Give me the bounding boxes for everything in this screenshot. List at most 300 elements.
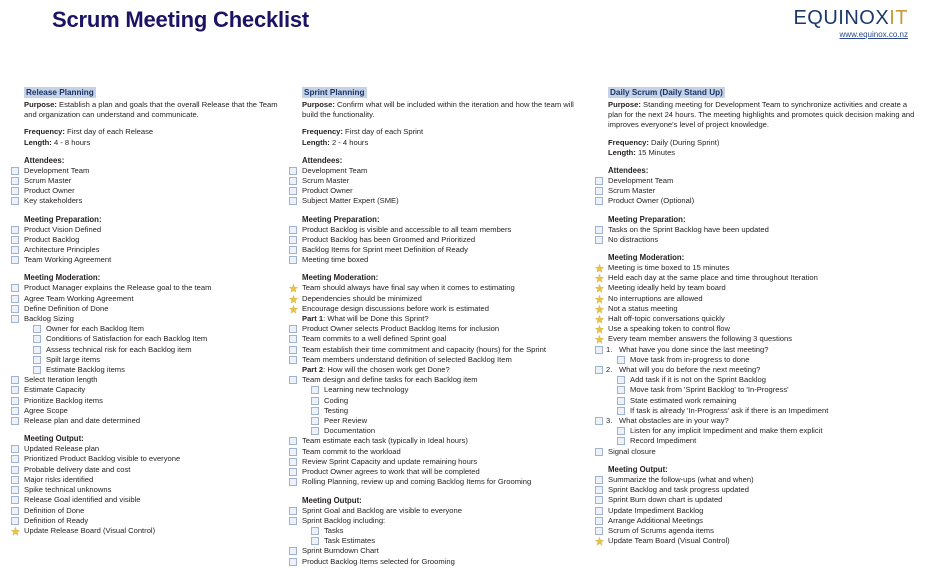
checkbox-icon[interactable] bbox=[289, 256, 297, 264]
checklist-item-label: Team commit to the workload bbox=[302, 446, 401, 456]
checklist-item-label: If task is already 'In-Progress' ask if there is an Impediment bbox=[630, 405, 829, 415]
checklist-item-label: Tasks on the Sprint Backlog have been updated bbox=[608, 224, 769, 234]
checklist-item[interactable] bbox=[588, 263, 922, 273]
checklist-item[interactable] bbox=[282, 324, 592, 334]
checkbox-icon[interactable] bbox=[617, 386, 625, 394]
checklist-item[interactable] bbox=[4, 176, 292, 186]
checklist-item-label: Release Goal identified and visible bbox=[24, 495, 141, 505]
checkbox-icon[interactable] bbox=[289, 236, 297, 244]
checkbox-icon[interactable] bbox=[595, 366, 603, 374]
checkbox-icon[interactable] bbox=[33, 366, 41, 374]
group-heading-preparation: Meeting Preparation: bbox=[302, 214, 380, 224]
group-heading-attendees: Attendees: bbox=[24, 155, 65, 165]
group-heading-moderation: Meeting Moderation: bbox=[608, 253, 685, 263]
checkbox-icon[interactable] bbox=[33, 356, 41, 364]
checklist-item-label: Product Manager explains the Release goal to the team bbox=[24, 283, 212, 293]
checklist-item-label: Definition of Done bbox=[24, 505, 85, 515]
star-icon bbox=[595, 295, 603, 303]
checklist-item-label: Major risks identified bbox=[24, 474, 94, 484]
checklist-item[interactable] bbox=[282, 283, 592, 293]
checklist-item[interactable] bbox=[588, 176, 922, 186]
checklist-item-label: Architecture Principles bbox=[24, 245, 100, 255]
checkbox-icon[interactable] bbox=[11, 305, 19, 313]
checklist-item-label: Development Team bbox=[24, 165, 90, 175]
checkbox-icon[interactable] bbox=[289, 468, 297, 476]
star-icon bbox=[11, 527, 19, 535]
checkbox-icon[interactable] bbox=[595, 527, 603, 535]
checkbox-icon[interactable] bbox=[595, 346, 603, 354]
checklist-item-label: Probable delivery date and cost bbox=[24, 464, 131, 474]
checklist-item-label: Part 1: What will be Done this Sprint? bbox=[302, 314, 429, 324]
checkbox-icon[interactable] bbox=[289, 177, 297, 185]
checklist-item[interactable] bbox=[4, 365, 292, 375]
checkbox-icon[interactable] bbox=[289, 346, 297, 354]
checklist-item[interactable] bbox=[282, 186, 592, 196]
checklist-item-label: Team members understand definition of selected Backlog Item bbox=[302, 354, 512, 364]
checkbox-icon[interactable] bbox=[311, 427, 319, 435]
checkbox-icon[interactable] bbox=[595, 236, 603, 244]
checklist-item[interactable] bbox=[282, 467, 592, 477]
checklist-item-label: Record Impediment bbox=[630, 436, 697, 446]
checklist-item-label: Backlog Sizing bbox=[24, 314, 74, 324]
checklist-item-label: No interruptions are allowed bbox=[608, 293, 703, 303]
checklist-item[interactable] bbox=[4, 255, 292, 265]
star-icon bbox=[595, 305, 603, 313]
checklist-item[interactable] bbox=[588, 375, 922, 385]
checklist-item-label: Team estimate each task (typically in Ideal hours) bbox=[302, 436, 468, 446]
checklist-item-label: Development Team bbox=[302, 165, 368, 175]
checklist-item-label: Product Backlog bbox=[24, 234, 80, 244]
list-number: 2. bbox=[606, 365, 613, 375]
purpose-paragraph: Purpose: Standing meeting for Development Team to synchronize activities and create a plan for the next 24 hours. The meeting highlights and promotes quick decision making and improves everyone's level of project knowledge. bbox=[608, 100, 915, 130]
checklist-item-label: Define Definition of Done bbox=[24, 303, 109, 313]
checkbox-icon[interactable] bbox=[289, 558, 297, 566]
frequency-line: Frequency: Daily (During Sprint) bbox=[608, 137, 720, 147]
checkbox-icon[interactable] bbox=[595, 448, 603, 456]
checkbox-icon[interactable] bbox=[311, 397, 319, 405]
checklist-item-label: Spike technical unknowns bbox=[24, 485, 112, 495]
checklist-item[interactable] bbox=[588, 426, 922, 436]
frequency-line: Frequency: First day of each Release bbox=[24, 127, 154, 137]
checkbox-icon[interactable] bbox=[289, 437, 297, 445]
checkbox-icon[interactable] bbox=[11, 246, 19, 254]
company-website-link[interactable]: www.equinox.co.nz bbox=[839, 30, 908, 39]
checkbox-icon[interactable] bbox=[595, 197, 603, 205]
star-icon bbox=[289, 284, 297, 292]
checkbox-icon[interactable] bbox=[11, 167, 19, 175]
checklist-item-label: Scrum Master bbox=[24, 176, 72, 186]
checklist-item[interactable] bbox=[4, 314, 292, 324]
checkbox-icon[interactable] bbox=[289, 547, 297, 555]
checklist-item[interactable] bbox=[282, 375, 592, 385]
checklist-item[interactable] bbox=[588, 447, 922, 457]
checklist-item[interactable] bbox=[588, 355, 922, 365]
checklist-item[interactable] bbox=[282, 334, 592, 344]
checklist-item[interactable] bbox=[282, 426, 592, 436]
checklist-item-label: Sprint Backlog including: bbox=[302, 515, 386, 525]
purpose-paragraph: Purpose: Establish a plan and goals that the overall Release that the Team and organization can understand and communicate. bbox=[24, 100, 278, 120]
checklist-item-label: Product Backlog Items selected for Grooming bbox=[302, 556, 455, 566]
checklist-item[interactable] bbox=[588, 365, 922, 375]
checklist-item[interactable] bbox=[588, 416, 922, 426]
checklist-item-label: Part 2: How will the chosen work get Done? bbox=[302, 365, 450, 375]
checkbox-icon[interactable] bbox=[595, 226, 603, 234]
checkbox-icon[interactable] bbox=[289, 376, 297, 384]
star-icon bbox=[595, 315, 603, 323]
checklist-item-label: Encourage design discussions before work is estimated bbox=[302, 303, 489, 313]
column-heading: Release Planning bbox=[26, 88, 94, 97]
checklist-item[interactable] bbox=[4, 324, 292, 334]
checkbox-icon[interactable] bbox=[11, 295, 19, 303]
checkbox-icon[interactable] bbox=[289, 187, 297, 195]
column-heading: Daily Scrum (Daily Stand Up) bbox=[610, 88, 723, 97]
page-title: Scrum Meeting Checklist bbox=[52, 7, 310, 32]
checklist-item-label: No distractions bbox=[608, 234, 659, 244]
checklist-item-label: Product Owner agrees to work that will be completed bbox=[302, 467, 480, 477]
checklist-item[interactable] bbox=[4, 375, 292, 385]
checkbox-icon[interactable] bbox=[33, 346, 41, 354]
length-line: Length: 15 Minutes bbox=[608, 147, 676, 157]
checklist-item-label: Testing bbox=[324, 405, 349, 415]
column-daily-scrum bbox=[588, 82, 922, 546]
checklist-item[interactable] bbox=[4, 454, 292, 464]
checkbox-icon[interactable] bbox=[11, 496, 19, 504]
checklist-item[interactable] bbox=[588, 186, 922, 196]
checklist-item[interactable] bbox=[4, 475, 292, 485]
checklist-item-label: Team commits to a well defined Sprint goal bbox=[302, 334, 447, 344]
checklist-item-label: Update Team Board (Visual Control) bbox=[608, 536, 730, 546]
checklist-item[interactable] bbox=[4, 406, 292, 416]
checkbox-icon[interactable] bbox=[11, 445, 19, 453]
checklist-item-label: Summarize the follow-ups (what and when) bbox=[608, 474, 754, 484]
checkbox-icon[interactable] bbox=[617, 376, 625, 384]
checkbox-icon[interactable] bbox=[33, 335, 41, 343]
checkbox-icon[interactable] bbox=[311, 407, 319, 415]
checkbox-icon[interactable] bbox=[289, 226, 297, 234]
checklist-item-label: Scrum of Scrums agenda items bbox=[608, 525, 714, 535]
checklist-item[interactable] bbox=[588, 536, 922, 546]
checklist-item[interactable] bbox=[588, 485, 922, 495]
checklist-item[interactable] bbox=[282, 506, 592, 516]
checklist-item[interactable] bbox=[588, 396, 922, 406]
logo-text-it: IT bbox=[889, 7, 908, 29]
checklist-item-label: Sprint Burn down chart is updated bbox=[608, 495, 723, 505]
checkbox-icon[interactable] bbox=[617, 437, 625, 445]
checkbox-icon[interactable] bbox=[11, 397, 19, 405]
checklist-item-label: Meeting is time boxed to 15 minutes bbox=[608, 263, 730, 273]
checkbox-icon[interactable] bbox=[11, 187, 19, 195]
checklist-item[interactable] bbox=[4, 235, 292, 245]
checklist-item[interactable] bbox=[4, 385, 292, 395]
checklist-item[interactable] bbox=[588, 283, 922, 293]
checklist-item-label: Product Owner (Optional) bbox=[608, 196, 695, 206]
checklist-item[interactable] bbox=[282, 166, 592, 176]
checklist-item[interactable] bbox=[282, 557, 592, 567]
checklist-item[interactable] bbox=[588, 385, 922, 395]
checklist-item-label: Product Owner selects Product Backlog Items for inclusion bbox=[302, 324, 500, 334]
checkbox-icon[interactable] bbox=[289, 507, 297, 515]
checkbox-icon[interactable] bbox=[289, 356, 297, 364]
checklist-item-label: Development Team bbox=[608, 176, 674, 186]
checklist-item-label: Not a status meeting bbox=[608, 303, 678, 313]
checklist-item[interactable] bbox=[282, 406, 592, 416]
checklist-item[interactable] bbox=[588, 475, 922, 485]
checklist-item[interactable] bbox=[282, 235, 592, 245]
column-heading: Sprint Planning bbox=[304, 88, 365, 97]
checklist-item-label: Key stakeholders bbox=[24, 196, 83, 206]
checklist-item[interactable] bbox=[4, 304, 292, 314]
checklist-item[interactable] bbox=[588, 235, 922, 245]
checkbox-icon[interactable] bbox=[289, 246, 297, 254]
checkbox-icon[interactable] bbox=[11, 376, 19, 384]
checklist-item-label: Every team member answers the following 3 questions bbox=[608, 334, 793, 344]
checklist-item[interactable] bbox=[282, 304, 592, 314]
checklist-item-label: Learning new technology bbox=[324, 385, 409, 395]
checklist-item[interactable] bbox=[4, 355, 292, 365]
checkbox-icon[interactable] bbox=[595, 187, 603, 195]
checklist-item[interactable] bbox=[282, 245, 592, 255]
checkbox-icon[interactable] bbox=[289, 517, 297, 525]
checklist-item[interactable] bbox=[4, 396, 292, 406]
checkbox-icon[interactable] bbox=[595, 417, 603, 425]
checkbox-icon[interactable] bbox=[11, 466, 19, 474]
checkbox-icon[interactable] bbox=[289, 167, 297, 175]
checklist-item-label: Team establish their time commitment and capacity (hours) for the Sprint bbox=[302, 344, 546, 354]
checklist-item-label: Owner for each Backlog Item bbox=[46, 324, 144, 334]
checklist-item[interactable] bbox=[4, 294, 292, 304]
checklist-item[interactable] bbox=[282, 536, 592, 546]
checklist-item-label: Updated Release plan bbox=[24, 444, 100, 454]
checklist-item-label: Halt off-topic conversations quickly bbox=[608, 314, 725, 324]
checklist-item[interactable] bbox=[282, 365, 592, 375]
checklist-item-label: Spilt large items bbox=[46, 354, 101, 364]
checklist-item-label: Signal closure bbox=[608, 446, 656, 456]
group-heading-preparation: Meeting Preparation: bbox=[24, 214, 102, 224]
star-icon bbox=[595, 537, 603, 545]
checklist-item[interactable] bbox=[4, 345, 292, 355]
checkbox-icon[interactable] bbox=[11, 476, 19, 484]
checklist-item[interactable] bbox=[4, 166, 292, 176]
checklist-item-label: Team design and define tasks for each Backlog item bbox=[302, 375, 478, 385]
checklist-item-label: What obstacles are in your way? bbox=[619, 416, 729, 426]
checklist-item[interactable] bbox=[282, 457, 592, 467]
checklist-item[interactable] bbox=[282, 396, 592, 406]
checklist-item[interactable] bbox=[588, 294, 922, 304]
star-icon bbox=[595, 264, 603, 272]
checkbox-icon[interactable] bbox=[617, 397, 625, 405]
checklist-item[interactable] bbox=[282, 447, 592, 457]
frequency-line: Frequency: First day of each Sprint bbox=[302, 127, 424, 137]
checkbox-icon[interactable] bbox=[289, 335, 297, 343]
checklist-item-label: Task Estimates bbox=[324, 536, 376, 546]
length-line: Length: 2 - 4 hours bbox=[302, 137, 369, 147]
checklist-item-label: Meeting ideally held by team board bbox=[608, 283, 726, 293]
checklist-item-label: Dependencies should be minimized bbox=[302, 293, 422, 303]
checklist-item[interactable] bbox=[282, 385, 592, 395]
checklist-item[interactable] bbox=[588, 196, 922, 206]
checkbox-icon[interactable] bbox=[11, 407, 19, 415]
checkbox-icon[interactable] bbox=[617, 427, 625, 435]
checklist-item[interactable] bbox=[4, 506, 292, 516]
checkbox-icon[interactable] bbox=[595, 517, 603, 525]
checklist-item[interactable] bbox=[4, 526, 292, 536]
checklist-item-label: Select Iteration length bbox=[24, 375, 98, 385]
checklist-item-label: Meeting time boxed bbox=[302, 255, 369, 265]
checkbox-icon[interactable] bbox=[11, 177, 19, 185]
checkbox-icon[interactable] bbox=[311, 417, 319, 425]
checklist-item[interactable] bbox=[588, 436, 922, 446]
checkbox-icon[interactable] bbox=[11, 315, 19, 323]
group-heading-moderation: Meeting Moderation: bbox=[302, 273, 379, 283]
checklist-item[interactable] bbox=[282, 196, 592, 206]
group-heading-output: Meeting Output: bbox=[24, 434, 84, 444]
checklist-item-label: Product Backlog is visible and accessible to all team members bbox=[302, 224, 512, 234]
checklist-item[interactable] bbox=[282, 345, 592, 355]
checkbox-icon[interactable] bbox=[11, 507, 19, 515]
checklist-item-label: Team should always have final say when it comes to estimating bbox=[302, 283, 515, 293]
checklist-item[interactable] bbox=[282, 526, 592, 536]
checkbox-icon[interactable] bbox=[11, 197, 19, 205]
checklist-item-label: Team Working Agreement bbox=[24, 255, 112, 265]
checkbox-icon[interactable] bbox=[595, 177, 603, 185]
checkbox-icon[interactable] bbox=[617, 407, 625, 415]
checklist-item-label: Documentation bbox=[324, 426, 376, 436]
checklist-item-label: Estimate Capacity bbox=[24, 385, 86, 395]
checkbox-icon[interactable] bbox=[33, 325, 41, 333]
checklist-item-label: Rolling Planning, review up and coming Backlog Items for Grooming bbox=[302, 477, 532, 487]
checkbox-icon[interactable] bbox=[595, 476, 603, 484]
checklist-item[interactable] bbox=[588, 516, 922, 526]
checkbox-icon[interactable] bbox=[11, 236, 19, 244]
checkbox-icon[interactable] bbox=[11, 486, 19, 494]
checklist-item[interactable] bbox=[282, 176, 592, 186]
checklist-item[interactable] bbox=[4, 444, 292, 454]
list-number: 1. bbox=[606, 344, 613, 354]
checklist-item[interactable] bbox=[4, 495, 292, 505]
column-release-planning bbox=[4, 82, 292, 536]
checklist-item[interactable] bbox=[588, 324, 922, 334]
checkbox-icon[interactable] bbox=[595, 507, 603, 515]
checklist-item-label: Peer Review bbox=[324, 416, 368, 426]
checklist-item[interactable] bbox=[282, 416, 592, 426]
checkbox-icon[interactable] bbox=[617, 356, 625, 364]
checklist-item-label: Held each day at the same place and time throughout Iteration bbox=[608, 273, 818, 283]
checklist-item[interactable] bbox=[588, 345, 922, 355]
checklist-item[interactable] bbox=[4, 225, 292, 235]
checklist-item[interactable] bbox=[4, 416, 292, 426]
checklist-item-label: Sprint Burndown Chart bbox=[302, 546, 379, 556]
checklist-item[interactable] bbox=[282, 436, 592, 446]
star-icon bbox=[289, 305, 297, 313]
checklist-item-label: Product Vision Defined bbox=[24, 224, 102, 234]
checklist-item[interactable] bbox=[4, 516, 292, 526]
checklist-item-label: Review Sprint Capacity and update remaining hours bbox=[302, 456, 478, 466]
checklist-item-label: Assess technical risk for each Backlog item bbox=[46, 344, 192, 354]
checklist-item-label: Update Release Board (Visual Control) bbox=[24, 525, 156, 535]
checklist-item[interactable] bbox=[282, 546, 592, 556]
checklist-item-label: Sprint Goal and Backlog are visible to everyone bbox=[302, 505, 462, 515]
checklist-columns bbox=[0, 82, 926, 574]
checkbox-icon[interactable] bbox=[289, 458, 297, 466]
checklist-item-label: Product Owner bbox=[24, 186, 75, 196]
checklist-item[interactable] bbox=[4, 186, 292, 196]
checklist-item[interactable] bbox=[282, 516, 592, 526]
checklist-item-label: State estimated work remaining bbox=[630, 395, 737, 405]
checklist-item[interactable] bbox=[4, 196, 292, 206]
checkbox-icon[interactable] bbox=[11, 256, 19, 264]
checkbox-icon[interactable] bbox=[289, 197, 297, 205]
checkbox-icon[interactable] bbox=[595, 486, 603, 494]
checklist-item-label: Update Impediment Backlog bbox=[608, 505, 704, 515]
checklist-item[interactable] bbox=[282, 225, 592, 235]
checkbox-icon[interactable] bbox=[11, 226, 19, 234]
checklist-item[interactable] bbox=[4, 283, 292, 293]
checkbox-icon[interactable] bbox=[595, 496, 603, 504]
checklist-item-label: What have you done since the last meeting? bbox=[619, 344, 769, 354]
checklist-item[interactable] bbox=[588, 273, 922, 283]
company-logo bbox=[793, 8, 908, 39]
checklist-item-label: Listen for any implicit Impediment and make them explicit bbox=[630, 426, 823, 436]
checklist-item[interactable] bbox=[4, 334, 292, 344]
checklist-item-label: Release plan and date determined bbox=[24, 416, 141, 426]
checklist-item[interactable] bbox=[588, 495, 922, 505]
checklist-item[interactable] bbox=[588, 506, 922, 516]
checklist-item[interactable] bbox=[588, 314, 922, 324]
checkbox-icon[interactable] bbox=[11, 455, 19, 463]
checkbox-icon[interactable] bbox=[311, 527, 319, 535]
checklist-item-label: Move task from 'Sprint Backlog' to 'In-Progress' bbox=[630, 385, 789, 395]
checkbox-icon[interactable] bbox=[11, 517, 19, 525]
checkbox-icon[interactable] bbox=[11, 284, 19, 292]
checklist-item[interactable] bbox=[588, 304, 922, 314]
checklist-item[interactable] bbox=[4, 245, 292, 255]
checklist-item[interactable] bbox=[588, 526, 922, 536]
checkbox-icon[interactable] bbox=[289, 478, 297, 486]
checklist-item[interactable] bbox=[282, 314, 592, 324]
checklist-item-label: Product Backlog has been Groomed and Prioritized bbox=[302, 234, 476, 244]
checklist-item[interactable] bbox=[282, 294, 592, 304]
checkbox-icon[interactable] bbox=[11, 386, 19, 394]
checklist-item[interactable] bbox=[282, 477, 592, 487]
checklist-item-label: Definition of Ready bbox=[24, 515, 89, 525]
checklist-item[interactable] bbox=[282, 255, 592, 265]
checklist-item[interactable] bbox=[282, 355, 592, 365]
checklist-item[interactable] bbox=[4, 465, 292, 475]
logo-text-equinox: EQUINOX bbox=[793, 7, 890, 29]
checklist-item-label: Move task from in-progress to done bbox=[630, 354, 750, 364]
checklist-item-label: Estimate Backlog items bbox=[46, 365, 125, 375]
group-heading-output: Meeting Output: bbox=[608, 464, 668, 474]
star-icon bbox=[595, 335, 603, 343]
group-heading-moderation: Meeting Moderation: bbox=[24, 273, 101, 283]
length-line: Length: 4 - 8 hours bbox=[24, 137, 91, 147]
checkbox-icon[interactable] bbox=[11, 417, 19, 425]
checklist-item[interactable] bbox=[4, 485, 292, 495]
checklist-item[interactable] bbox=[588, 225, 922, 235]
checklist-item[interactable] bbox=[588, 334, 922, 344]
checklist-item[interactable] bbox=[588, 406, 922, 416]
star-icon bbox=[289, 295, 297, 303]
checkbox-icon[interactable] bbox=[311, 386, 319, 394]
checkbox-icon[interactable] bbox=[289, 448, 297, 456]
checkbox-icon[interactable] bbox=[289, 325, 297, 333]
checkbox-icon[interactable] bbox=[311, 537, 319, 545]
checklist-item-label: Scrum Master bbox=[302, 176, 350, 186]
star-icon bbox=[595, 325, 603, 333]
group-heading-attendees: Attendees: bbox=[302, 155, 343, 165]
group-heading-output: Meeting Output: bbox=[302, 495, 362, 505]
checklist-item-label: Prioritize Backlog items bbox=[24, 395, 103, 405]
